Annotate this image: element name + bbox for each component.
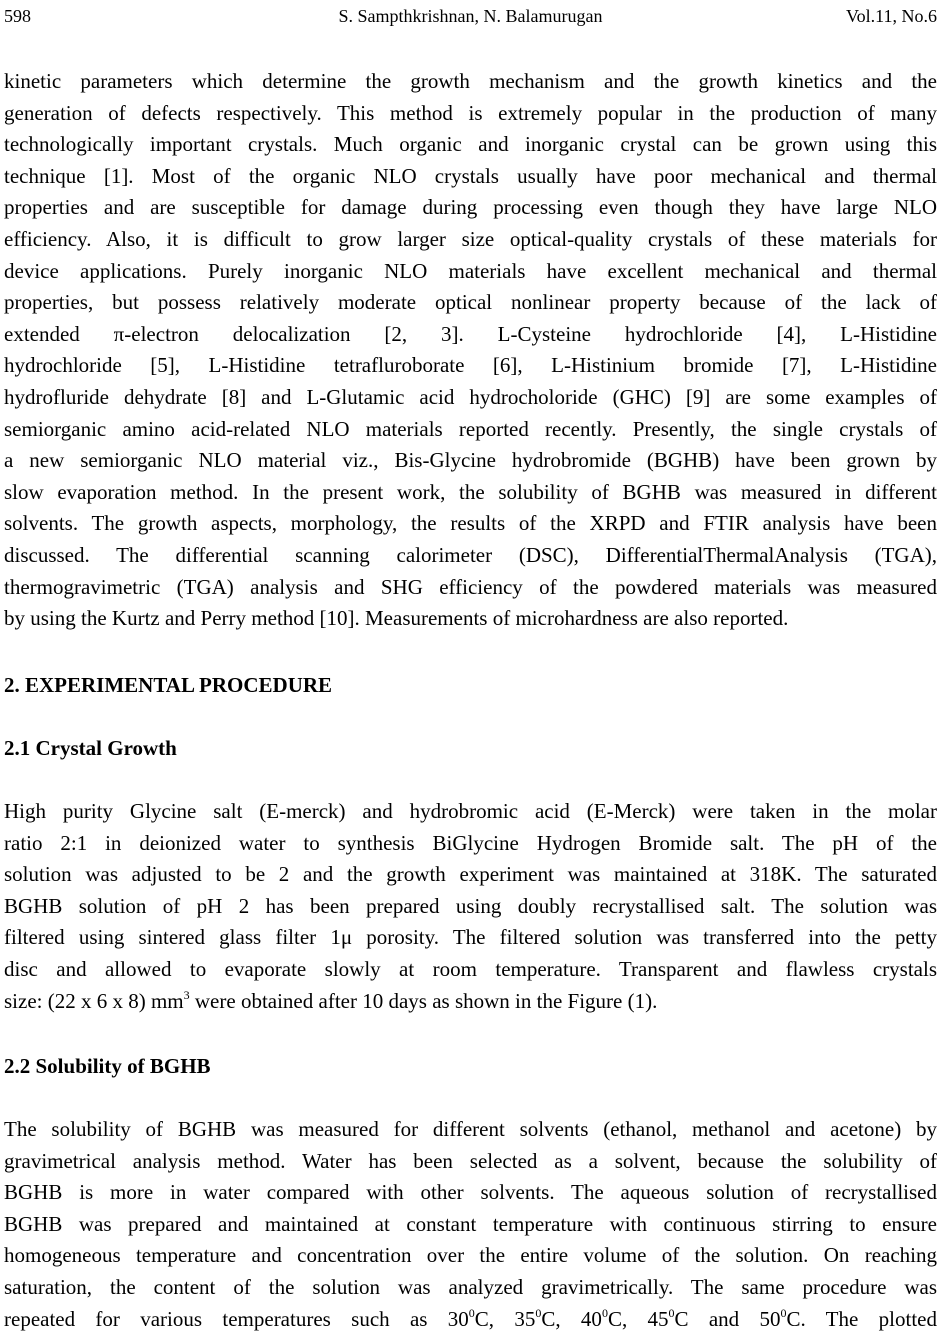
- text-fragment: repeated for various temperatures such as 30: [4, 1306, 469, 1331]
- text-line: generation of defects respectively. This method is extremely popular in the production of many: [4, 100, 937, 125]
- text-line: hydrofluride dehydrate [8] and L-Glutamic acid hydrocholoride (GHC) [9] are some examples of: [4, 384, 937, 409]
- document-page: [4, 0, 937, 1333]
- text-line: semiorganic amino acid-related NLO materials reported recently. Presently, the single crystals of: [4, 416, 937, 441]
- crystal-growth-paragraph: [4, 796, 937, 1017]
- text-line: BGHB is more in water compared with other solvents. The aqueous solution of recrystallised: [4, 1180, 937, 1205]
- text-line: The solubility of BGHB was measured for different solvents (ethanol, methanol and acetone) by: [4, 1117, 937, 1141]
- text-line: extended π-electron delocalization [2, 3]. L-Cysteine hydrochloride [4], L-Histidine: [4, 321, 937, 346]
- text-line: solution was adjusted to be 2 and the growth experiment was maintained at 318K. The saturated: [4, 862, 937, 887]
- text-line: disc and allowed to evaporate slowly at room temperature. Transparent and flawless crystals: [4, 956, 937, 981]
- superscript: 0: [535, 1305, 542, 1320]
- text-line: slow evaporation method. In the present work, the solubility of BGHB was measured in different: [4, 479, 937, 504]
- text-line: efficiency. Also, it is difficult to grow larger size optical-quality crystals of these materials for: [4, 226, 937, 251]
- section-heading-crystal-growth: 2.1 Crystal Growth: [4, 736, 177, 760]
- text-line: High purity Glycine salt (E-merck) and hydrobromic acid (E-Merck) were taken in the molar: [4, 799, 937, 823]
- text-fragment: C, 45: [607, 1306, 669, 1331]
- text-line: technologically important crystals. Much organic and inorganic crystal can be grown using this: [4, 132, 937, 157]
- text-line: saturation, the content of the solution was analyzed gravimetrically. The same procedure was: [4, 1274, 937, 1299]
- text-line: technique [1]. Most of the organic NLO crystals usually have poor mechanical and thermal: [4, 163, 937, 188]
- header-authors: S. Sampthkrishnan, N. Balamurugan: [338, 6, 603, 26]
- text-line: BGHB solution of pH 2 has been prepared using doubly recrystallised salt. The solution was: [4, 893, 937, 918]
- text-line: homogeneous temperature and concentration over the entire volume of the solution. On reaching: [4, 1243, 937, 1268]
- text-line: [4, 986, 937, 1018]
- intro-paragraph: [4, 66, 937, 635]
- text-fragment: C and 50: [674, 1306, 781, 1331]
- superscript: 0: [668, 1305, 675, 1320]
- header-volume: Vol.11, No.6: [845, 6, 937, 26]
- text-line: BGHB was prepared and maintained at constant temperature with continuous stirring to ensure: [4, 1211, 937, 1236]
- text-fragment: size: (22 x 6 x 8) mm: [4, 988, 184, 1013]
- superscript: 0: [780, 1305, 787, 1320]
- section-heading-solubility: 2.2 Solubility of BGHB: [4, 1054, 211, 1078]
- text-fragment: C, 35: [474, 1306, 536, 1331]
- superscript: 0: [601, 1305, 608, 1320]
- text-line: a new semiorganic NLO material viz., Bis-Glycine hydrobromide (BGHB) have been grown by: [4, 448, 937, 473]
- page-number: 598: [4, 6, 31, 26]
- text-line: solvents. The growth aspects, morphology, the results of the XRPD and FTIR analysis have been: [4, 511, 937, 536]
- text-line: gravimetrical analysis method. Water has been selected as a solvent, because the solubility of: [4, 1148, 937, 1173]
- text-line: [4, 1304, 937, 1335]
- text-line: filtered using sintered glass filter 1μ porosity. The filtered solution was transferred into the petty: [4, 925, 937, 950]
- text-line: device applications. Purely inorganic NLO materials have excellent mechanical and thermal: [4, 258, 937, 283]
- text-line: thermogravimetric (TGA) analysis and SHG efficiency of the powdered materials was measured: [4, 574, 937, 599]
- solubility-paragraph: [4, 1114, 937, 1335]
- text-line: properties, but possess relatively moderate optical nonlinear property because of the lack of: [4, 290, 937, 315]
- text-line: kinetic parameters which determine the growth mechanism and the growth kinetics and the: [4, 69, 937, 93]
- running-header: [4, 4, 937, 28]
- text-line: by using the Kurtz and Perry method [10]. Measurements of microhardness are also reported.: [4, 606, 789, 631]
- text-line: hydrochloride [5], L-Histidine tetrafluroborate [6], L-Histinium bromide [7], L-Histidine: [4, 353, 937, 378]
- section-heading-experimental: 2. EXPERIMENTAL PROCEDURE: [4, 673, 333, 697]
- text-line: discussed. The differential scanning calorimeter (DSC), DifferentialThermalAnalysis (TGA),: [4, 542, 937, 567]
- text-line: properties and are susceptible for damage during processing even though they have large NLO: [4, 195, 937, 220]
- text-fragment: were obtained after 10 days as shown in the Figure (1).: [189, 988, 658, 1013]
- text-fragment: C. The plotted: [786, 1306, 937, 1331]
- superscript: 3: [183, 987, 190, 1002]
- text-fragment: C, 40: [541, 1306, 602, 1331]
- superscript: 0: [468, 1305, 475, 1320]
- text-line: ratio 2:1 in deionized water to synthesis BiGlycine Hydrogen Bromide salt. The pH of the: [4, 830, 937, 855]
